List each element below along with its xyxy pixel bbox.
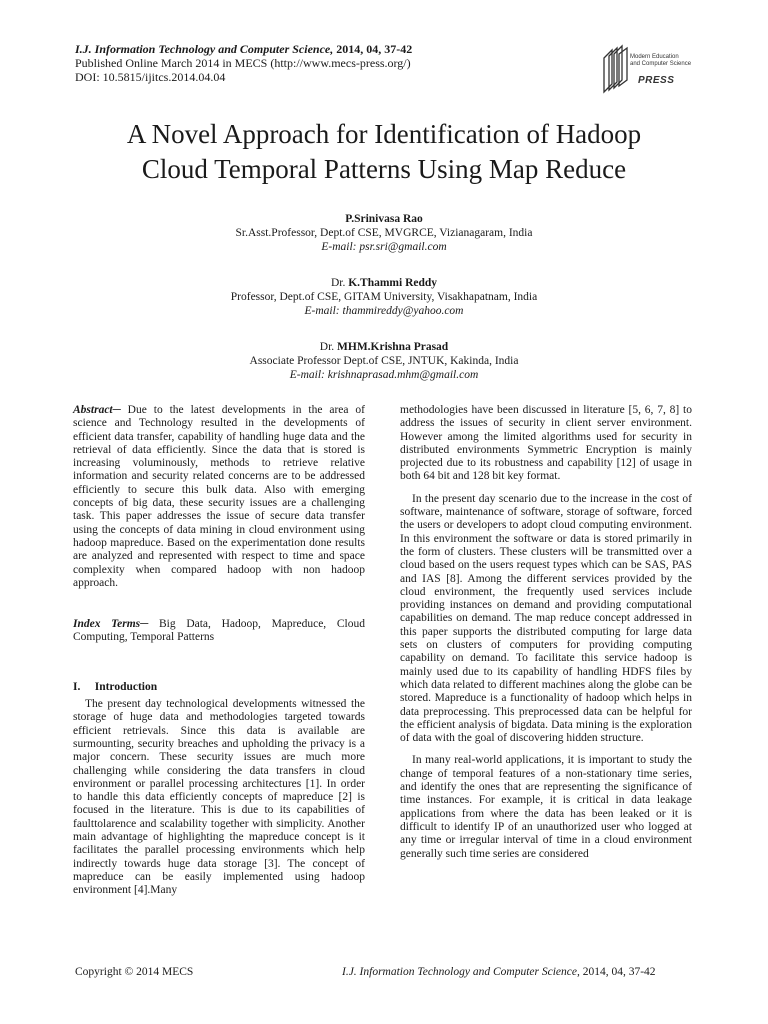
body-paragraph: methodologies have been discussed in literature [5, 6, 7, 8] to address the issues of security in client server environment. However among the limited algorithms used for security in distributed environments Symmetric Encryption is mainly projected due to its robustness and capability [12] of usage in both 64 bit and 128 bit key format. xyxy=(400,404,692,483)
intro-paragraph: The present day technological developments witnessed the storage of huge data and methodologies targeted towards efficient retrievals. Since this data is available are surmounting, security breaches and upholding the privacy is a major concern. These security issues are much more challenging while considering the data transfers in cloud environment or parallel processing architectures [1]. In order to handle this data efficiently concepts of mapreduce [2] is focused in the literature. This is due to its capabilities of faulttolarence and scalability together with simplicity. Another main advantage of highlighting the mapreduce concept is it facilitates the parallel processing environments which help indirectly towards huge data storage [3]. The concept of mapreduce can be easily implemented using hadoop environment [4].Many xyxy=(73,698,365,897)
right-column xyxy=(400,404,692,861)
author-affiliation: Sr.Asst.Professor, Dept.of CSE, MVGRCE, Vizianagaram, India xyxy=(235,227,533,239)
title-line2: Cloud Temporal Patterns Using Map Reduce xyxy=(141,154,627,184)
author-prefix: Dr. xyxy=(330,277,349,289)
author-name: P.Srinivasa Rao xyxy=(345,213,423,225)
abstract-label: Abstract─ xyxy=(73,404,121,416)
body-paragraph: In the present day scenario due to the increase in the cost of software, maintenance of software, storage of software, forced the users or developers to adopt cloud computing environment. In this environment the software or data is stored primarily in the form of clusters. These clusters will be transmitted over a cloud based on the users request types which can be SAS, PAS and IAS [8]. Among the different services provided by the cloud environment, the frequently used services include providing instances on demand and providing computational capabilities on demand. The map reduce concept addressed in this paper supports the distributed computing for large data sets on clusters of computers for providing computing capability on demand. To facilitate this service hadoop is mainly used due to its capability of handling HDFS files by which data related to different machines along the globe can be stored. Mapreduce is a functionality of hadoop which helps in data preprocessing. This preprocessed data can be helpful for the efficient analysis of bigdata. Data mining is the exploration of data with the goal of discovering hidden structure. xyxy=(400,492,692,745)
section-heading: I. Introduction xyxy=(73,680,158,693)
author-affiliation: Professor, Dept.of CSE, GITAM University, Visakhapatnam, India xyxy=(230,291,538,303)
logo-text xyxy=(630,54,691,68)
index-terms-text: Big Data, Hadoop, Mapreduce, Cloud Computing, Temporal Patterns xyxy=(73,618,365,644)
title-line1: A Novel Approach for Identification of Hadoop xyxy=(126,119,642,149)
author-name: MHM.Krishna Prasad xyxy=(337,341,449,353)
doi-line: DOI: 10.5815/ijitcs.2014.04.04 xyxy=(75,70,226,84)
footer-journal xyxy=(342,966,656,978)
author-block xyxy=(40,276,728,318)
books-icon xyxy=(600,44,632,94)
author-name: K.Thammi Reddy xyxy=(348,277,438,289)
abstract-text: Due to the latest developments in the area of science and Technology resulted in the developments of efficient data transfer, capability of handling huge data and the retrieval of data efficiently. Since the data that is stored is increasing voluminously, methods to retrieve relative information and security related concerns are to be addressed efficiently to secure this bulk data. Also with emerging concepts of big data, these security issues are a challenging task. This paper addresses the issue of secure data transfer using the concepts of data mining in cloud environment using hadoop mapreduce. Based on the experimentation done results are analyzed and represented with respect to time and space complexity when compared hadoop with non hadoop approach. xyxy=(73,404,365,589)
logo-line1: Modern Education xyxy=(630,54,679,60)
author-email: E-mail: krishnaprasad.mhm@gmail.com xyxy=(289,369,479,381)
journal-issue: 2014, 04, 37-42 xyxy=(333,42,413,56)
index-terms-label: Index Terms─ xyxy=(73,618,149,631)
logo-line2: and Computer Science xyxy=(630,61,692,67)
journal-header xyxy=(75,42,412,84)
left-column xyxy=(73,404,365,898)
author-email: E-mail: thammireddy@yahoo.com xyxy=(304,305,464,317)
author-block xyxy=(40,340,728,382)
author-affiliation: Associate Professor Dept.of CSE, JNTUK, Kakinda, India xyxy=(249,355,519,367)
mecs-press-logo xyxy=(600,44,700,96)
author-block xyxy=(40,212,728,254)
body-paragraph: In many real-world applications, it is important to study the change of temporal features of a non-stationary time series, and identify the ones that are representing the significance of time instances. For example, it is critical in data leakage applications from where the data has been leaked or it is difficult to identify IP of an unauthorized user who logged at any time or irregular interval of time in a cloud environment generally such time series are considered xyxy=(400,754,692,860)
footer-copyright: Copyright © 2014 MECS xyxy=(75,966,194,978)
footer-issue: 2014, 04, 37-42 xyxy=(579,966,656,978)
footer-journal-name: I.J. Information Technology and Computer Science, xyxy=(342,966,580,978)
author-email: E-mail: psr.sri@gmail.com xyxy=(321,241,447,253)
published-line: Published Online March 2014 in MECS (http://www.mecs-press.org/) xyxy=(75,56,411,70)
paper-title xyxy=(40,117,728,187)
abstract xyxy=(73,404,365,590)
index-terms xyxy=(73,618,365,645)
logo-press: PRESS xyxy=(638,75,675,86)
author-prefix: Dr. xyxy=(319,341,338,353)
journal-name: I.J. Information Technology and Computer Science, xyxy=(75,42,334,56)
